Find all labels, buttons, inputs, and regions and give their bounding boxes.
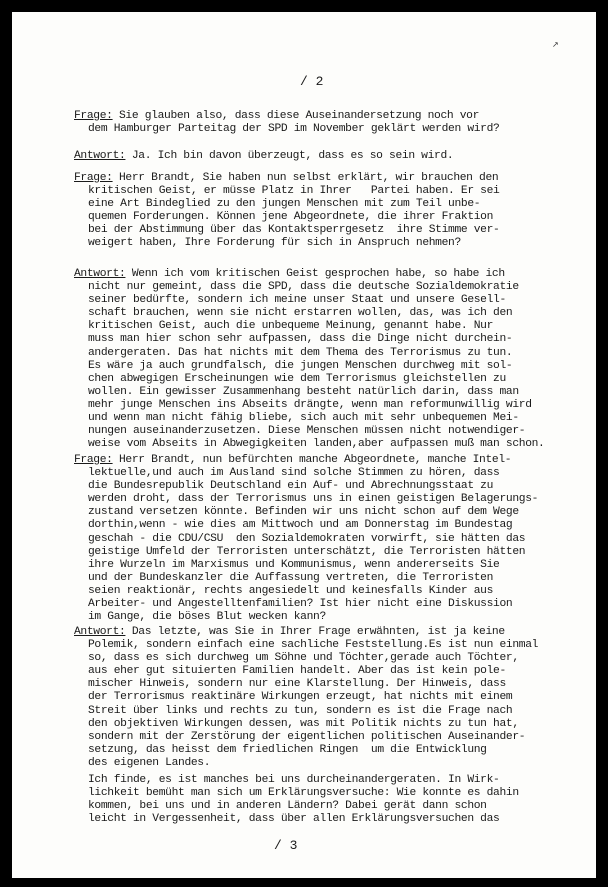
text-line: des eigenen Landes. <box>88 756 211 769</box>
text-line: nungen auseinanderzusetzen. Diese Menschen müssen nicht notwendiger- <box>88 425 526 438</box>
text-line: den objektiven Wirkungen dessen, was mit Politik nichts zu tun hat, <box>88 717 519 730</box>
text-line: wollen. Ein gewisser Zusammenhang besteht natürlich darin, dass man <box>88 385 519 398</box>
text-line: schaft brauchen, wenn sie nicht erstarren wollen, das, was ich den <box>88 307 513 320</box>
text-line: aus eher gut situierten Familien handelt. Aber das ist kein pole- <box>88 665 506 678</box>
text-line: sondern mit der Zerstörung der eigentlichen politischen Auseinander- <box>88 730 526 743</box>
text-line: nicht nur gemeint, dass die SPD, dass die deutsche Sozialdemokratie <box>88 281 519 294</box>
text-line: mischer Hinweis, sondern nur eine Klarstellung. Der Hinweis, dass <box>88 678 506 691</box>
text-line: Wenn ich vom kritischen Geist gesprochen habe, so habe ich <box>125 268 505 280</box>
question-label: Frage: <box>74 110 113 122</box>
text-line: leicht in Vergessenheit, dass über allen Erklärungsversuchen das <box>88 813 500 826</box>
text-line: Streit über links und rechts zu tun, sondern es ist die Frage nach <box>88 704 513 717</box>
text-line: geschah - die CDU/CSU den Sozialdemokraten vorwirft, sie hätten das <box>88 532 526 545</box>
text-line: Das letzte, was Sie in Ihrer Frage erwähnten, ist ja keine <box>125 626 505 638</box>
question-label: Frage: <box>74 454 113 466</box>
document-page <box>12 12 596 878</box>
text-line: Sie glauben also, dass diese Auseinandersetzung noch vor <box>112 110 480 122</box>
question-block-1 <box>74 110 594 136</box>
text-line: und der Bundeskanzler die Auffassung vertreten, die Terroristen <box>88 571 494 584</box>
text-line: bei der Abstimmung über das Kontaktsperrgesetz ihre Stimme ver- <box>88 224 500 237</box>
text-line: seien reaktionär, rechts angesiedelt und keinesfalls Kinder aus <box>88 584 494 597</box>
text-line: weise vom Abseits in Abwegigkeiten landen,aber aufpassen muß man schon. <box>88 438 545 451</box>
question-block-3 <box>74 454 594 624</box>
page-number-top: / 2 <box>300 74 324 89</box>
text-line: lektuelle,und auch im Ausland sind solche Stimmen zu hören, dass <box>88 467 500 480</box>
text-line: Polemik, sondern einfach eine sachliche Feststellung.Es ist nun einmal <box>88 639 539 652</box>
text-line: geistige Umfeld der Terroristen unterschätzt, die Terroristen hätten <box>88 545 526 558</box>
text-line: eine Art Bindeglied zu den jungen Menschen mit zum Teil unbe- <box>88 198 481 211</box>
text-line: so, dass es sich durchweg um Söhne und Töchter,gerade auch Töchter, <box>88 652 519 665</box>
text-line: kommen, bei uns und in anderen Ländern? Dabei gerät dann schon <box>88 800 487 813</box>
text-line: Ich finde, es ist manches bei uns durcheinandergeraten. In Wirk- <box>88 774 500 786</box>
text-line: zustand versetzen könnte. Befinden wir uns nicht schon auf dem Wege <box>88 506 519 519</box>
text-line: der Terrorismus reaktinäre Wirkungen erzeugt, hat nichts mit einem <box>88 691 513 704</box>
text-line: setzung, das heisst dem friedlichen Ringen um die Entwicklung <box>88 743 487 756</box>
text-line: Herr Brandt, nun befürchten manche Abgeordnete, manche Intel- <box>112 454 512 466</box>
text-line: mehr junge Menschen ins Abseits drängte, wenn man reformunwillig wird <box>88 398 532 411</box>
text-line: kritischen Geist, auch die unbequeme Meinung, genannt habe. Nur <box>88 320 494 333</box>
question-label: Frage: <box>74 172 113 184</box>
text-line: lichkeit bemüht man sich um Erklärungsversuche: Wie konnte es dahin <box>88 787 519 800</box>
answer-label: Antwort: <box>74 150 126 162</box>
text-line: Herr Brandt, Sie haben nun selbst erklärt, wir brauchen den <box>112 172 499 184</box>
text-line: muss man hier schon sehr aufpassen, dass die Dinge nicht durchein- <box>88 333 513 346</box>
answer-block-1 <box>74 150 594 163</box>
answer-label: Antwort: <box>74 268 126 280</box>
page-number-bottom: / 3 <box>274 838 298 853</box>
text-line: und wenn man nicht fähig bliebe, sich auch mit sehr unbequemen Mei- <box>88 412 519 425</box>
text-line: andergeraten. Das hat nichts mit dem Thema des Terrorismus zu tun. <box>88 346 513 359</box>
text-line: im Gange, die böses Blut wecken kann? <box>88 611 326 624</box>
text-line: seiner bedürfte, sondern ich meine unser Staat und unsere Gesell- <box>88 294 506 307</box>
text-line: Es wäre ja auch grundfalsch, die jungen Menschen durchweg mit sol- <box>88 359 513 372</box>
text-line: kritischen Geist, er müsse Platz in Ihrer Partei haben. Er sei <box>88 185 500 198</box>
answer-continuation-paragraph <box>74 774 594 826</box>
question-block-2 <box>74 172 594 251</box>
text-line: dorthin,wenn - wie dies am Mittwoch und am Donnerstag im Bundestag <box>88 519 513 532</box>
text-line: die Bundesrepublik Deutschland ein Auf- und Abrechnungsstaat zu <box>88 480 494 493</box>
answer-block-3 <box>74 626 594 770</box>
answer-label: Antwort: <box>74 626 126 638</box>
text-line: weigert haben, Ihre Forderung für sich in Anspruch nehmen? <box>88 237 461 250</box>
text-line: dem Hamburger Parteitag der SPD im November geklärt werden wird? <box>88 123 500 136</box>
answer-block-2 <box>74 268 594 451</box>
text-line: quemen Forderungen. Können jene Abgeordnete, die ihrer Fraktion <box>88 211 494 224</box>
text-line: ihre Wurzeln im Marxismus und Kommunismus, wenn andererseits Sie <box>88 558 500 571</box>
text-line: werden droht, dass der Terrorismus uns in einen geistigen Belagerungs- <box>88 493 539 506</box>
text-line: Ja. Ich bin davon überzeugt, dass es so sein wird. <box>125 150 454 162</box>
text-line: chen abwegigen Erscheinungen wie dem Terrorismus gleichstellen zu <box>88 372 506 385</box>
text-line: Arbeiter- und Angestelltenfamilien? Ist hier nicht eine Diskussion <box>88 598 513 611</box>
margin-mark: ↗ <box>552 40 559 49</box>
